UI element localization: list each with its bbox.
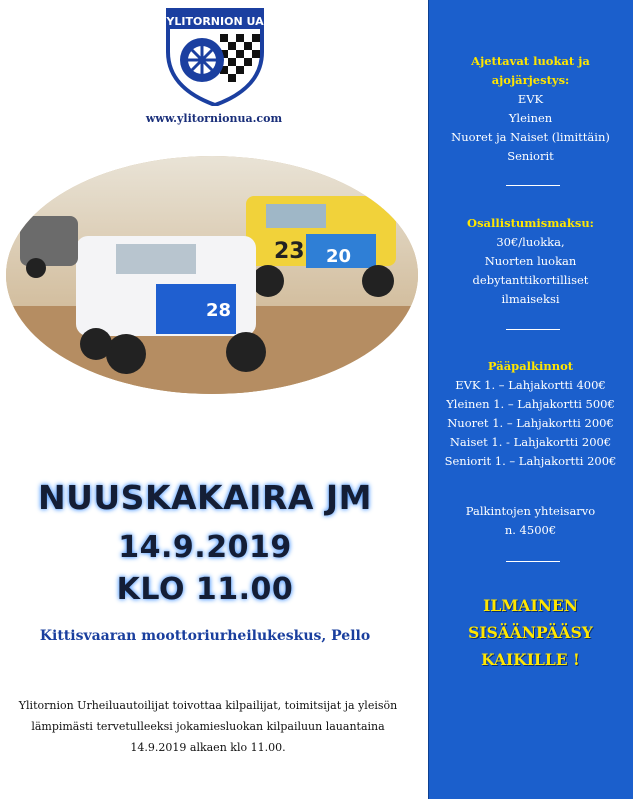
fee-line: debytanttikortilliset (472, 273, 589, 287)
free-entry (428, 592, 633, 673)
event-title: NUUSKAKAIRA JM (37, 478, 373, 517)
car-number: 28 (206, 300, 232, 321)
car-number: 20 (326, 246, 352, 267)
class-item: EVK (517, 92, 544, 106)
invitation-line: lämpimästi tervetulleeksi jokamiesluokan kilpailuun lauantaina (31, 720, 385, 733)
club-logo (158, 6, 272, 106)
fee-line: ilmaiseksi (501, 292, 560, 306)
invitation-line: 14.9.2019 alkaen klo 11.00. (130, 741, 286, 754)
total-value: n. 4500€ (504, 523, 557, 537)
divider (506, 185, 560, 186)
wheel-icon (180, 38, 224, 82)
event-date: 14.9.2019 (118, 530, 292, 565)
fee-line: 30€/luokka, (496, 235, 565, 249)
classes-section (428, 52, 633, 166)
car-number: 23 (274, 239, 305, 264)
free-entry-line: SISÄÄNPÄÄSY (468, 623, 593, 642)
venue: Kittisvaaran moottoriurheilukeskus, Pello (39, 628, 371, 644)
event-time: KLO 11.00 (116, 572, 294, 607)
fee-section (428, 214, 633, 309)
free-entry-line: KAIKILLE ! (481, 650, 580, 669)
prize-line: Nuoret 1. – Lahjakortti 200€ (447, 416, 614, 430)
total-line: Palkintojen yhteisarvo (465, 504, 596, 518)
divider (506, 329, 560, 330)
total-section (428, 502, 633, 540)
website-link[interactable]: www.ylitornionua.com (145, 112, 283, 125)
prizes-section (428, 357, 633, 471)
invitation-text (6, 695, 410, 758)
fee-heading: Osallistumismaksu: (467, 216, 594, 230)
logo-text: YLITORNION UA (166, 15, 264, 28)
race-photo (6, 156, 418, 394)
free-entry-line: ILMAINEN (483, 596, 578, 615)
invitation-line: Ylitornion Urheiluautoilijat toivottaa kilpailijat, toimitsijat ja yleisön (18, 699, 398, 712)
class-item: Yleinen (508, 111, 553, 125)
divider (506, 561, 560, 562)
prize-line: EVK 1. – Lahjakortti 400€ (455, 378, 606, 392)
prizes-heading: Pääpalkinnot (487, 359, 574, 373)
prize-line: Seniorit 1. – Lahjakortti 200€ (444, 454, 617, 468)
fee-line: Nuorten luokan (484, 254, 577, 268)
prize-line: Naiset 1. - Lahjakortti 200€ (449, 435, 612, 449)
classes-heading: Ajettavat luokat ja (471, 54, 590, 68)
classes-heading: ajojärjestys: (491, 73, 570, 87)
prize-line: Yleinen 1. – Lahjakortti 500€ (446, 397, 615, 411)
class-item: Seniorit (507, 149, 554, 163)
class-item: Nuoret ja Naiset (limittäin) (451, 130, 610, 144)
